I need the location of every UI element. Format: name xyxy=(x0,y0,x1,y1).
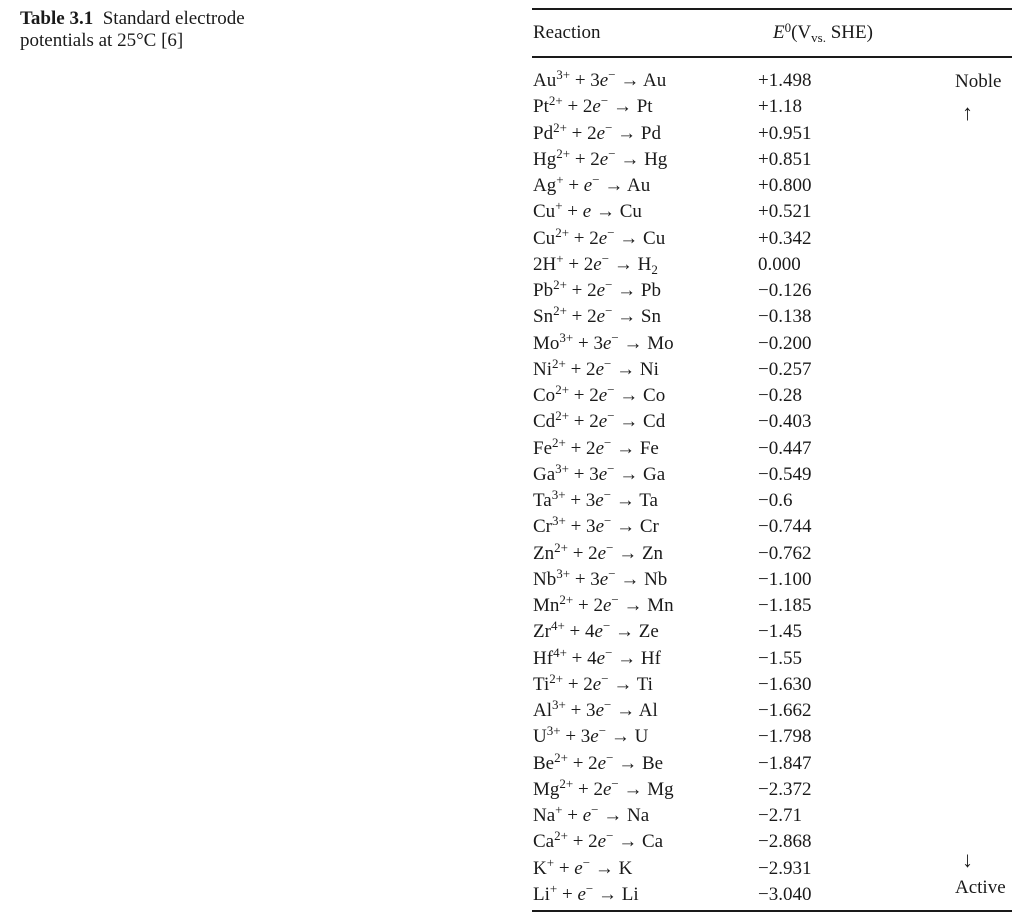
potential-cell: +0.851 xyxy=(758,148,812,170)
table-row xyxy=(532,488,1012,514)
table-row xyxy=(532,436,1012,462)
potential-cell: −1.185 xyxy=(758,595,812,616)
reaction-cell: $Pt^{2+} + 2e^- \to Pt$ xyxy=(533,93,653,118)
potential-cell: −0.762 xyxy=(758,542,812,564)
reaction-cell: $Mn^{2+} + 2e^- \to Mn$ xyxy=(533,592,674,616)
reaction-cell: $Hf^{4+} + 4e^- \to Hf$ xyxy=(533,644,661,669)
reaction-cell: $Ni^{2+} + 2e^- \to Ni$ xyxy=(533,355,659,380)
table-body xyxy=(532,68,1012,908)
potential-cell: −1.630 xyxy=(758,673,812,695)
table-row xyxy=(532,252,1012,278)
reaction-cell: $Cd^{2+} + 2e^- \to Cd$ xyxy=(533,408,666,433)
reaction-cell: $Al^{3+} + 3e^- \to Al$ xyxy=(533,697,658,721)
potential-cell: +1.18 xyxy=(758,96,802,118)
reaction-cell: Na+ + e− → Na xyxy=(533,802,650,826)
potential-cell: −1.45 xyxy=(758,621,802,643)
table-row xyxy=(532,383,1012,409)
table-row xyxy=(532,698,1012,724)
table-row xyxy=(532,304,1012,330)
potential-superscript: 0 xyxy=(784,20,792,35)
table-row xyxy=(532,724,1012,750)
potential-cell: −3.040 xyxy=(758,883,812,905)
reaction-cell: $Hg^{2+} + 2e^- \to Hg$ xyxy=(533,145,668,170)
potential-symbol: E xyxy=(773,22,785,43)
table-row xyxy=(532,409,1012,435)
potential-cell: −2.931 xyxy=(758,857,812,879)
potential-cell: −0.200 xyxy=(758,332,812,354)
table-row xyxy=(532,672,1012,698)
table-row xyxy=(532,357,1012,383)
reaction-cell: Li+ + e− → Li xyxy=(533,880,639,905)
table-row xyxy=(532,331,1012,357)
table-row xyxy=(532,278,1012,304)
table-row xyxy=(532,514,1012,540)
potential-unit-sub: vs. xyxy=(811,30,826,45)
table-row xyxy=(532,751,1012,777)
reaction-cell: $Cu^{2+} + 2e^- \to Cu$ xyxy=(533,224,666,249)
table-row xyxy=(532,882,1012,908)
reaction-cell: $Sn^{2+} + 2e^- \to Sn$ xyxy=(533,303,661,328)
potential-cell: +0.800 xyxy=(758,175,812,196)
reaction-cell: $Ga^{3+} + 3e^- \to Ga$ xyxy=(533,460,666,485)
table-caption xyxy=(20,8,320,52)
reaction-cell: $Pb^{2+} + 2e^- \to Pb$ xyxy=(533,277,661,301)
potential-cell: −1.662 xyxy=(758,700,812,721)
potential-cell: −0.138 xyxy=(758,306,812,328)
reaction-cell: $Ca^{2+} + 2e^- \to Ca$ xyxy=(533,828,664,853)
potential-cell: −1.100 xyxy=(758,568,812,590)
reaction-cell: Ag+ + e− → Au xyxy=(533,172,651,196)
potential-cell: −1.55 xyxy=(758,647,802,669)
reaction-cell: $Be^{2+} + 2e^- \to Be$ xyxy=(533,749,664,774)
table-row xyxy=(532,803,1012,829)
potential-cell: +0.342 xyxy=(758,227,812,249)
potential-unit-pre: (V xyxy=(791,22,812,43)
table-row xyxy=(532,541,1012,567)
potential-cell: −0.447 xyxy=(758,437,812,459)
potential-cell: −2.868 xyxy=(758,831,812,853)
reaction-cell: $Zn^{2+} + 2e^- \to Zn$ xyxy=(533,539,664,564)
table-row xyxy=(532,856,1012,882)
potential-cell: +0.521 xyxy=(758,201,812,223)
reaction-cell: $Mo^{3+} + 3e^- \to Mo$ xyxy=(533,329,674,354)
reaction-cell: $Fe^{2+} + 2e^- \to Fe$ xyxy=(533,434,659,459)
table-caption-label: Table 3.1 xyxy=(20,8,94,29)
table-row xyxy=(532,121,1012,147)
reaction-cell: $Nb^{3+} + 3e^- \to Nb$ xyxy=(533,565,668,590)
table-row xyxy=(532,829,1012,855)
potential-cell: −2.372 xyxy=(758,778,812,800)
table-row xyxy=(532,777,1012,803)
noble-label: Noble xyxy=(955,71,1002,92)
potential-unit-post: SHE) xyxy=(825,22,873,43)
table-row xyxy=(532,567,1012,593)
potential-cell: −2.71 xyxy=(758,805,802,826)
table-row xyxy=(532,68,1012,94)
potential-cell: −0.549 xyxy=(758,463,812,485)
table-row xyxy=(532,593,1012,619)
table-row xyxy=(532,94,1012,120)
table-top-rule xyxy=(532,8,1012,10)
table-row xyxy=(532,462,1012,488)
potential-cell: −0.403 xyxy=(758,411,812,433)
table-row xyxy=(532,173,1012,199)
reaction-cell: $Zr^{4+} + 4e^- \to Ze$ xyxy=(533,618,659,643)
table-header-rule xyxy=(532,56,1012,58)
up-arrow-icon: ↑ xyxy=(962,100,973,125)
table-caption-text: Standard electrode potentials at 25°C [6] xyxy=(20,8,245,51)
potential-cell: −0.126 xyxy=(758,280,812,301)
column-header-reaction: Reaction xyxy=(533,22,601,43)
potential-cell: +0.951 xyxy=(758,122,812,144)
table-row xyxy=(532,226,1012,252)
reaction-cell: $U^{3+} + 3e^- \to U$ xyxy=(533,723,649,748)
reaction-cell: $Au^{3+} + 3e^- \to Au$ xyxy=(533,67,667,91)
potential-cell: −0.6 xyxy=(758,490,793,511)
active-label: Active xyxy=(955,877,1006,898)
down-arrow-icon: ↓ xyxy=(962,847,973,872)
reaction-cell: $Ta^{3+} + 3e^- \to Ta$ xyxy=(533,487,658,511)
column-header-potential xyxy=(773,20,873,46)
reaction-cell: $Co^{2+} + 2e^- \to Co$ xyxy=(533,382,666,406)
reaction-cell: $2H^+ + 2e^- \to H_2$ xyxy=(533,250,658,277)
potential-cell: −1.798 xyxy=(758,726,812,748)
table-row xyxy=(532,619,1012,645)
potential-cell: 0.000 xyxy=(758,253,801,275)
table-bottom-rule xyxy=(532,910,1012,912)
reaction-cell: $Cr^{3+} + 3e^- \to Cr$ xyxy=(533,513,659,538)
reaction-cell: Cu+ + e → Cu xyxy=(533,198,642,223)
reaction-cell: K+ + e− → K xyxy=(533,854,633,879)
reaction-cell: $Pd^{2+} + 2e^- \to Pd$ xyxy=(533,119,661,144)
potential-cell: −0.28 xyxy=(758,385,802,406)
table-row xyxy=(532,646,1012,672)
potential-cell: +1.498 xyxy=(758,70,812,91)
table-row xyxy=(532,147,1012,173)
reaction-cell: $Ti^{2+} + 2e^- \to Ti$ xyxy=(533,670,653,695)
potential-cell: −1.847 xyxy=(758,752,812,774)
potential-cell: −0.257 xyxy=(758,358,812,380)
potential-cell: −0.744 xyxy=(758,516,812,538)
reaction-cell: $Mg^{2+} + 2e^- \to Mg$ xyxy=(533,775,674,800)
table-row xyxy=(532,199,1012,225)
